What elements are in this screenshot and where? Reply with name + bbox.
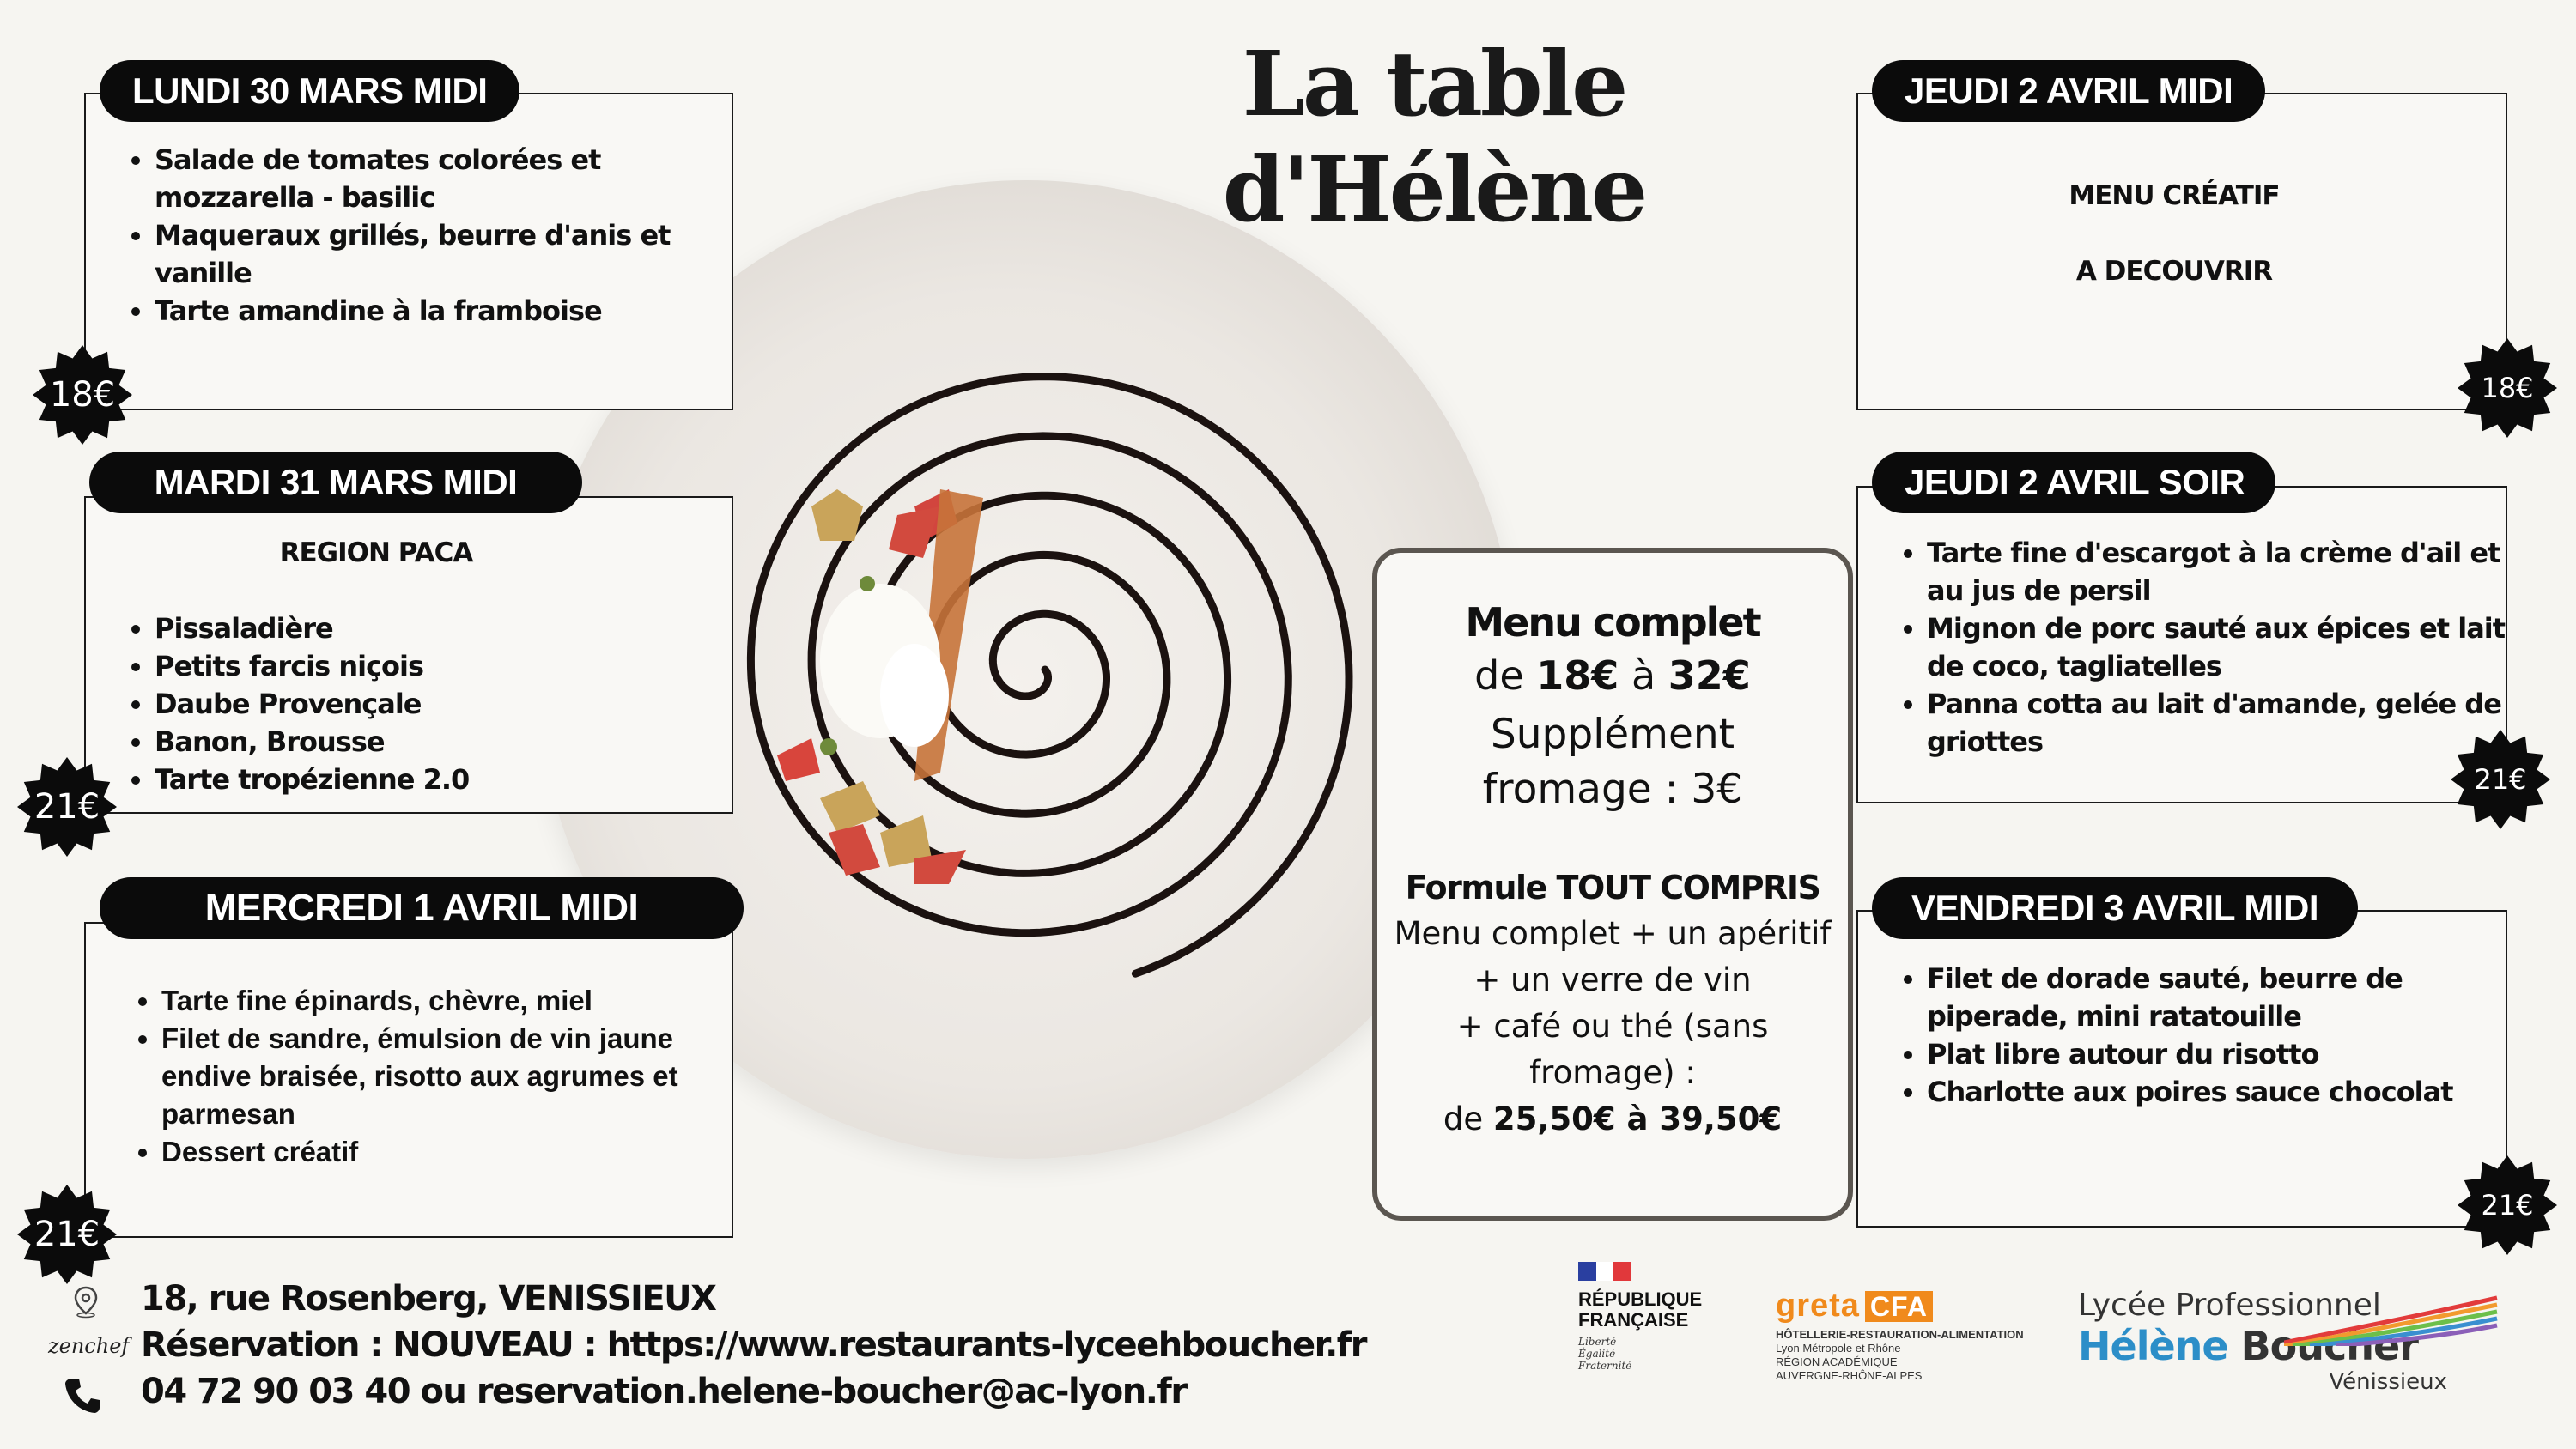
- republique-francaise-logo: RÉPUBLIQUE FRANÇAISE Liberté Égalité Fraternité: [1578, 1262, 1707, 1372]
- day-label-lundi: LUNDI 30 MARS MIDI: [100, 60, 519, 122]
- list-item: • Tarte fine épinards, chèvre, miel: [161, 982, 745, 1020]
- greta-cfa-logo: greta CFA HÔTELLERIE-RESTAURATION-ALIMENTATION Lyon Métropole et Rhône RÉGION ACADÉMIQUE AUVERGNE-RHÔNE-ALPES: [1776, 1288, 2024, 1382]
- menu-list-vendredi: [1894, 960, 2519, 1111]
- list-item: • Dessert créatif: [161, 1133, 745, 1171]
- list-item: • Daube Provençale: [155, 685, 704, 723]
- phone-icon: [62, 1375, 103, 1416]
- formula-heading: Formule TOUT COMPRIS: [1405, 869, 1820, 906]
- list-item: • Plat libre autour du risotto: [1927, 1035, 2519, 1073]
- menu-list-lundi: [122, 141, 704, 330]
- creative-menu-line: MENU CRÉATIF: [2069, 180, 2280, 211]
- list-item: • Tarte tropézienne 2.0: [155, 761, 704, 798]
- formula-line: + café ou thé (sans: [1456, 1008, 1769, 1045]
- list-item: • Filet de sandre, émulsion de vin jaune endive braisée, risotto aux agrumes et parmesan: [161, 1020, 745, 1133]
- list-item: • Panna cotta au lait d'amande, gelée de griottes: [1927, 685, 2519, 761]
- formula-line: fromage) :: [1529, 1054, 1696, 1091]
- location-pin-icon: [69, 1284, 103, 1319]
- list-item: • Petits farcis niçois: [155, 647, 704, 685]
- discover-line: A DECOUVRIR: [2075, 256, 2273, 287]
- price-badge-jeudi-midi: 18€: [2456, 336, 2559, 440]
- price-badge-mardi: 21€: [15, 755, 118, 858]
- price-badge-mercredi: 21€: [15, 1183, 118, 1286]
- address-text: 18, rue Rosenberg, VENISSIEUX: [141, 1279, 716, 1319]
- list-item: • Maqueraux grillés, beurre d'anis et vanille: [155, 216, 704, 292]
- supplement-line2: fromage : 3€: [1482, 766, 1743, 813]
- day-label-jeudi-soir: JEUDI 2 AVRIL SOIR: [1872, 452, 2275, 513]
- price-badge-jeudi-soir: 21€: [2449, 728, 2552, 831]
- menu-list-jeudi-soir: [1894, 534, 2519, 761]
- list-item: • Charlotte aux poires sauce chocolat: [1927, 1073, 2519, 1111]
- zenchef-icon: zenchef: [48, 1334, 130, 1358]
- page-title: La table d'Hélène: [1222, 31, 1646, 242]
- menu-list-mercredi: [129, 982, 745, 1171]
- day-label-mercredi: MERCREDI 1 AVRIL MIDI: [100, 877, 744, 939]
- french-flag-icon: [1578, 1262, 1631, 1281]
- day-label-vendredi: VENDREDI 3 AVRIL MIDI: [1872, 877, 2358, 939]
- list-item: • Mignon de porc sauté aux épices et lait de coco, tagliatelles: [1927, 609, 2519, 685]
- menu-list-mardi: [122, 609, 704, 798]
- list-item: • Banon, Brousse: [155, 723, 704, 761]
- rainbow-swoosh-icon: [2284, 1294, 2499, 1346]
- region-heading: REGION PACA: [279, 537, 473, 568]
- formula-price: de 25,50€ à 39,50€: [1443, 1100, 1783, 1137]
- pricing-info-box: [1372, 548, 1853, 1221]
- lycee-helene-boucher-logo: Lycée Professionnel Hélène Boucher Vénissieux: [2078, 1288, 2490, 1395]
- supplement-line1: Supplément: [1490, 711, 1735, 758]
- price-badge-lundi: 18€: [31, 343, 134, 446]
- list-item: • Tarte fine d'escargot à la crème d'ail et au jus de persil: [1927, 534, 2519, 609]
- price-range: de 18€ à 32€: [1474, 652, 1751, 699]
- list-item: • Pissaladière: [155, 609, 704, 647]
- list-item: • Salade de tomates colorées et mozzarella - basilic: [155, 141, 704, 216]
- day-label-mardi: MARDI 31 MARS MIDI: [89, 452, 582, 513]
- list-item: • Filet de dorade sauté, beurre de piperade, mini ratatouille: [1927, 960, 2519, 1035]
- contact-text[interactable]: 04 72 90 03 40 ou reservation.helene-boucher@ac-lyon.fr: [141, 1372, 1187, 1411]
- formula-line: + un verre de vin: [1473, 961, 1752, 998]
- price-badge-vendredi: 21€: [2456, 1154, 2559, 1257]
- list-item: • Tarte amandine à la framboise: [155, 292, 704, 330]
- formula-line: Menu complet + un apéritif: [1394, 915, 1832, 952]
- full-menu-heading: Menu complet: [1465, 599, 1760, 646]
- menu-box-jeudi-midi: [1856, 93, 2507, 410]
- reservation-link[interactable]: Réservation : NOUVEAU : https://www.restaurants-lyceehboucher.fr: [141, 1325, 1366, 1365]
- day-label-jeudi-midi: JEUDI 2 AVRIL MIDI: [1872, 60, 2265, 122]
